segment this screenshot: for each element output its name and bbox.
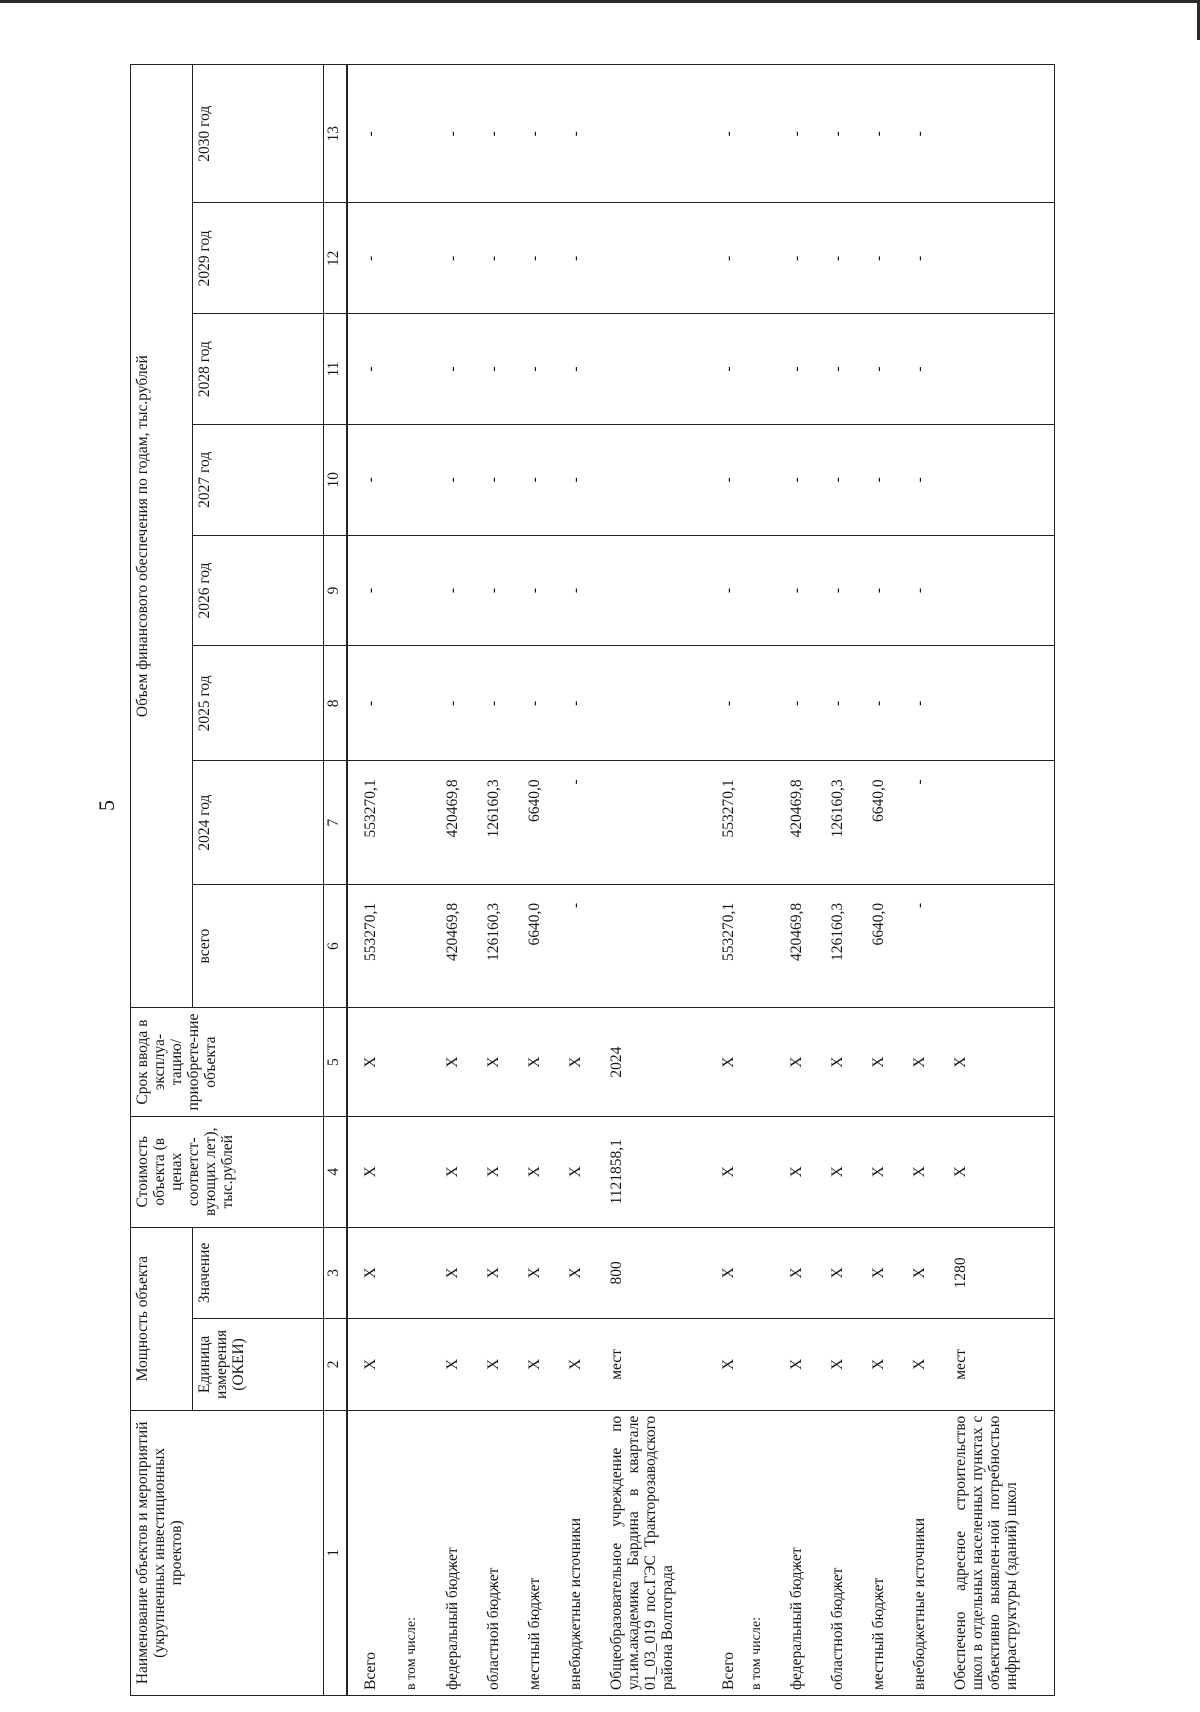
year-2026-cell: - — [909, 535, 950, 646]
year-2027-cell: - — [524, 424, 565, 535]
year-2027-cell: - — [868, 424, 909, 535]
year-2028-cell: - — [868, 314, 909, 425]
year-2028-cell — [401, 314, 442, 425]
row-name-cell: федеральный бюджет — [442, 1410, 483, 1695]
column-number: 11 — [324, 314, 348, 425]
header-financing: Объем финансового обеспечения по годам, тыс.рублей — [131, 65, 193, 1008]
term-cell: X — [565, 1008, 606, 1117]
cost-cell: X — [909, 1116, 950, 1227]
unit-cell: X — [524, 1319, 565, 1411]
year-2030-cell: - — [827, 65, 868, 203]
unit-cell: X — [565, 1319, 606, 1411]
cost-cell — [401, 1116, 442, 1227]
term-cell: X — [786, 1008, 827, 1117]
year-2029-cell: - — [706, 203, 746, 314]
year-2029-cell — [606, 203, 706, 314]
value-cell: X — [868, 1227, 909, 1319]
year-2025-cell — [606, 646, 706, 761]
year-2027-cell: - — [483, 424, 524, 535]
year-2027-cell: - — [442, 424, 483, 535]
year-2025-cell: - — [442, 646, 483, 761]
table-row — [909, 65, 950, 1696]
table-row — [442, 65, 483, 1696]
year-2026-cell: - — [565, 535, 606, 646]
year-2026-cell: - — [442, 535, 483, 646]
year-2029-cell: - — [442, 203, 483, 314]
column-numbers-row — [324, 65, 348, 1696]
unit-cell: мест — [606, 1319, 706, 1411]
year-2030-cell: - — [565, 65, 606, 203]
year-2025-cell — [401, 646, 442, 761]
unit-cell: X — [442, 1319, 483, 1411]
column-number: 6 — [324, 884, 348, 1007]
table-body — [347, 65, 1054, 1696]
term-cell: X — [347, 1008, 401, 1117]
total-cell: 6640,0 — [868, 884, 909, 1007]
total-cell: - — [909, 884, 950, 1007]
year-2028-cell: - — [483, 314, 524, 425]
table-row — [868, 65, 909, 1696]
header-year-2028: 2028 год — [193, 314, 324, 425]
year-2028-cell — [746, 314, 786, 425]
column-number: 2 — [324, 1319, 348, 1411]
year-2026-cell — [606, 535, 706, 646]
row-name-cell: областной бюджет — [483, 1410, 524, 1695]
year-2024-cell: - — [909, 761, 950, 884]
row-name-cell: местный бюджет — [524, 1410, 565, 1695]
unit-cell: X — [483, 1319, 524, 1411]
year-2025-cell — [950, 646, 1054, 761]
year-2024-cell — [606, 761, 706, 884]
year-2028-cell — [950, 314, 1054, 425]
header-year-2029: 2029 год — [193, 203, 324, 314]
row-name-cell: Общеобразовательное учреждение по ул.им.академика Бардина в квартале 01_03_019 пос.ГЭС Тракторозаводского района Волгограда — [606, 1410, 706, 1695]
total-cell — [606, 884, 706, 1007]
year-2026-cell — [746, 535, 786, 646]
year-2027-cell: - — [565, 424, 606, 535]
year-2029-cell: - — [909, 203, 950, 314]
column-number: 3 — [324, 1227, 348, 1319]
year-2026-cell: - — [706, 535, 746, 646]
year-2030-cell: - — [909, 65, 950, 203]
year-2028-cell — [606, 314, 706, 425]
year-2025-cell: - — [909, 646, 950, 761]
total-cell: 553270,1 — [706, 884, 746, 1007]
year-2024-cell: 420469,8 — [442, 761, 483, 884]
year-2027-cell — [401, 424, 442, 535]
total-cell — [950, 884, 1054, 1007]
column-number: 8 — [324, 646, 348, 761]
year-2029-cell: - — [524, 203, 565, 314]
year-2024-cell: 553270,1 — [706, 761, 746, 884]
value-cell: X — [827, 1227, 868, 1319]
row-name-cell: внебюджетные источники — [565, 1410, 606, 1695]
term-cell: X — [442, 1008, 483, 1117]
year-2025-cell: - — [565, 646, 606, 761]
row-name-cell: в том числе: — [746, 1410, 786, 1695]
table-row — [401, 65, 442, 1696]
year-2029-cell — [950, 203, 1054, 314]
year-2028-cell: - — [786, 314, 827, 425]
row-name-cell: местный бюджет — [868, 1410, 909, 1695]
table-row — [827, 65, 868, 1696]
year-2024-cell — [950, 761, 1054, 884]
year-2027-cell — [950, 424, 1054, 535]
term-cell — [401, 1008, 442, 1117]
term-cell: X — [868, 1008, 909, 1117]
header-year-2024: 2024 год — [193, 761, 324, 884]
year-2026-cell: - — [827, 535, 868, 646]
value-cell: X — [442, 1227, 483, 1319]
total-cell: 126160,3 — [827, 884, 868, 1007]
year-2030-cell: - — [442, 65, 483, 203]
header-unit: Единица измерения (ОКЕИ) — [193, 1319, 324, 1411]
value-cell: X — [524, 1227, 565, 1319]
year-2026-cell: - — [868, 535, 909, 646]
year-2028-cell: - — [827, 314, 868, 425]
year-2025-cell: - — [827, 646, 868, 761]
year-2024-cell: 420469,8 — [786, 761, 827, 884]
total-cell — [401, 884, 442, 1007]
year-2024-cell: 6640,0 — [524, 761, 565, 884]
row-name-cell: федеральный бюджет — [786, 1410, 827, 1695]
year-2029-cell — [401, 203, 442, 314]
year-2030-cell — [746, 65, 786, 203]
row-name-cell: Всего — [347, 1410, 401, 1695]
year-2024-cell: - — [565, 761, 606, 884]
value-cell: X — [706, 1227, 746, 1319]
table-row — [347, 65, 401, 1696]
header-year-2025: 2025 год — [193, 646, 324, 761]
cost-cell: X — [786, 1116, 827, 1227]
year-2030-cell: - — [483, 65, 524, 203]
column-number: 4 — [324, 1116, 348, 1227]
value-cell — [746, 1227, 786, 1319]
year-2029-cell: - — [483, 203, 524, 314]
table-row — [606, 65, 706, 1696]
term-cell: X — [950, 1008, 1054, 1117]
year-2029-cell: - — [786, 203, 827, 314]
cost-cell: X — [868, 1116, 909, 1227]
table-row — [706, 65, 746, 1696]
unit-cell: X — [827, 1319, 868, 1411]
year-2030-cell: - — [706, 65, 746, 203]
cost-cell — [746, 1116, 786, 1227]
year-2028-cell: - — [706, 314, 746, 425]
year-2026-cell — [950, 535, 1054, 646]
column-number: 1 — [324, 1410, 348, 1695]
term-cell: X — [827, 1008, 868, 1117]
header-value: Значение — [193, 1227, 324, 1319]
column-number: 12 — [324, 203, 348, 314]
header-total: всего — [193, 884, 324, 1007]
row-name-cell: в том числе: — [401, 1410, 442, 1695]
term-cell: 2024 — [606, 1008, 706, 1117]
row-name-cell: Обеспечено адресное строительство школ в отдельных населенных пунктах с объективно выявлен-ной потребностью инфраструктуры (зданий) школ — [950, 1410, 1054, 1695]
year-2026-cell: - — [483, 535, 524, 646]
unit-cell: X — [786, 1319, 827, 1411]
cost-cell: X — [827, 1116, 868, 1227]
unit-cell — [746, 1319, 786, 1411]
year-2025-cell: - — [868, 646, 909, 761]
value-cell: 1280 — [950, 1227, 1054, 1319]
cost-cell: X — [706, 1116, 746, 1227]
year-2026-cell — [401, 535, 442, 646]
unit-cell — [401, 1319, 442, 1411]
year-2027-cell — [606, 424, 706, 535]
year-2027-cell: - — [786, 424, 827, 535]
budget-table — [130, 64, 1055, 1696]
value-cell: 800 — [606, 1227, 706, 1319]
year-2025-cell: - — [786, 646, 827, 761]
header-term: Срок ввода в эксплуа-тацию/ приобрете-ние объекта — [131, 1008, 324, 1117]
unit-cell: X — [909, 1319, 950, 1411]
value-cell: X — [347, 1227, 401, 1319]
year-2028-cell: - — [909, 314, 950, 425]
value-cell: X — [565, 1227, 606, 1319]
year-2027-cell: - — [827, 424, 868, 535]
column-number: 5 — [324, 1008, 348, 1117]
cost-cell: X — [442, 1116, 483, 1227]
year-2030-cell: - — [524, 65, 565, 203]
term-cell: X — [483, 1008, 524, 1117]
year-2030-cell: - — [786, 65, 827, 203]
year-2029-cell: - — [565, 203, 606, 314]
total-cell: 6640,0 — [524, 884, 565, 1007]
header-year-2026: 2026 год — [193, 535, 324, 646]
year-2024-cell: 126160,3 — [827, 761, 868, 884]
year-2024-cell: 126160,3 — [483, 761, 524, 884]
term-cell: X — [706, 1008, 746, 1117]
year-2030-cell — [606, 65, 706, 203]
year-2024-cell — [746, 761, 786, 884]
table-header — [131, 65, 348, 1696]
total-cell: - — [565, 884, 606, 1007]
table-row — [786, 65, 827, 1696]
cost-cell: X — [524, 1116, 565, 1227]
year-2024-cell: 6640,0 — [868, 761, 909, 884]
unit-cell: X — [868, 1319, 909, 1411]
cost-cell: 1121858,1 — [606, 1116, 706, 1227]
total-cell: 553270,1 — [347, 884, 401, 1007]
table-row — [746, 65, 786, 1696]
year-2026-cell: - — [786, 535, 827, 646]
value-cell: X — [786, 1227, 827, 1319]
table-row — [524, 65, 565, 1696]
year-2027-cell: - — [347, 424, 401, 535]
term-cell — [746, 1008, 786, 1117]
year-2030-cell — [950, 65, 1054, 203]
unit-cell: X — [706, 1319, 746, 1411]
total-cell — [746, 884, 786, 1007]
cost-cell: X — [950, 1116, 1054, 1227]
unit-cell: мест — [950, 1319, 1054, 1411]
year-2029-cell: - — [347, 203, 401, 314]
term-cell: X — [524, 1008, 565, 1117]
year-2025-cell: - — [347, 646, 401, 761]
column-number: 13 — [324, 65, 348, 203]
value-cell: X — [909, 1227, 950, 1319]
value-cell: X — [483, 1227, 524, 1319]
header-name: Наименование объектов и мероприятий (укрупненных инвестиционных проектов) — [131, 1410, 324, 1695]
header-capacity: Мощность объекта — [131, 1227, 193, 1410]
table-row — [483, 65, 524, 1696]
year-2028-cell: - — [347, 314, 401, 425]
year-2024-cell — [401, 761, 442, 884]
cost-cell: X — [347, 1116, 401, 1227]
rotated-page — [130, 64, 1178, 1696]
year-2024-cell: 553270,1 — [347, 761, 401, 884]
year-2025-cell: - — [706, 646, 746, 761]
cost-cell: X — [565, 1116, 606, 1227]
header-year-2027: 2027 год — [193, 424, 324, 535]
year-2027-cell: - — [706, 424, 746, 535]
scan-edge-top — [0, 0, 1200, 3]
term-cell: X — [909, 1008, 950, 1117]
row-name-cell: областной бюджет — [827, 1410, 868, 1695]
year-2028-cell: - — [565, 314, 606, 425]
header-year-2030: 2030 год — [193, 65, 324, 203]
year-2029-cell: - — [827, 203, 868, 314]
column-number: 10 — [324, 424, 348, 535]
year-2027-cell — [746, 424, 786, 535]
total-cell: 420469,8 — [442, 884, 483, 1007]
year-2025-cell: - — [483, 646, 524, 761]
cost-cell: X — [483, 1116, 524, 1227]
value-cell — [401, 1227, 442, 1319]
year-2027-cell: - — [909, 424, 950, 535]
year-2026-cell: - — [347, 535, 401, 646]
year-2029-cell — [746, 203, 786, 314]
table-row — [950, 65, 1054, 1696]
header-cost: Стоимость объекта (в ценах соответст-вующих лет), тыс.рублей — [131, 1116, 324, 1227]
total-cell: 126160,3 — [483, 884, 524, 1007]
year-2028-cell: - — [442, 314, 483, 425]
year-2026-cell: - — [524, 535, 565, 646]
year-2025-cell: - — [524, 646, 565, 761]
column-number: 7 — [324, 761, 348, 884]
page-number: 5 — [94, 800, 119, 811]
unit-cell: X — [347, 1319, 401, 1411]
table-row — [565, 65, 606, 1696]
year-2029-cell: - — [868, 203, 909, 314]
year-2025-cell — [746, 646, 786, 761]
row-name-cell: внебюджетные источники — [909, 1410, 950, 1695]
row-name-cell: Всего — [706, 1410, 746, 1695]
year-2030-cell: - — [868, 65, 909, 203]
column-number: 9 — [324, 535, 348, 646]
year-2030-cell: - — [347, 65, 401, 203]
year-2030-cell — [401, 65, 442, 203]
total-cell: 420469,8 — [786, 884, 827, 1007]
year-2028-cell: - — [524, 314, 565, 425]
